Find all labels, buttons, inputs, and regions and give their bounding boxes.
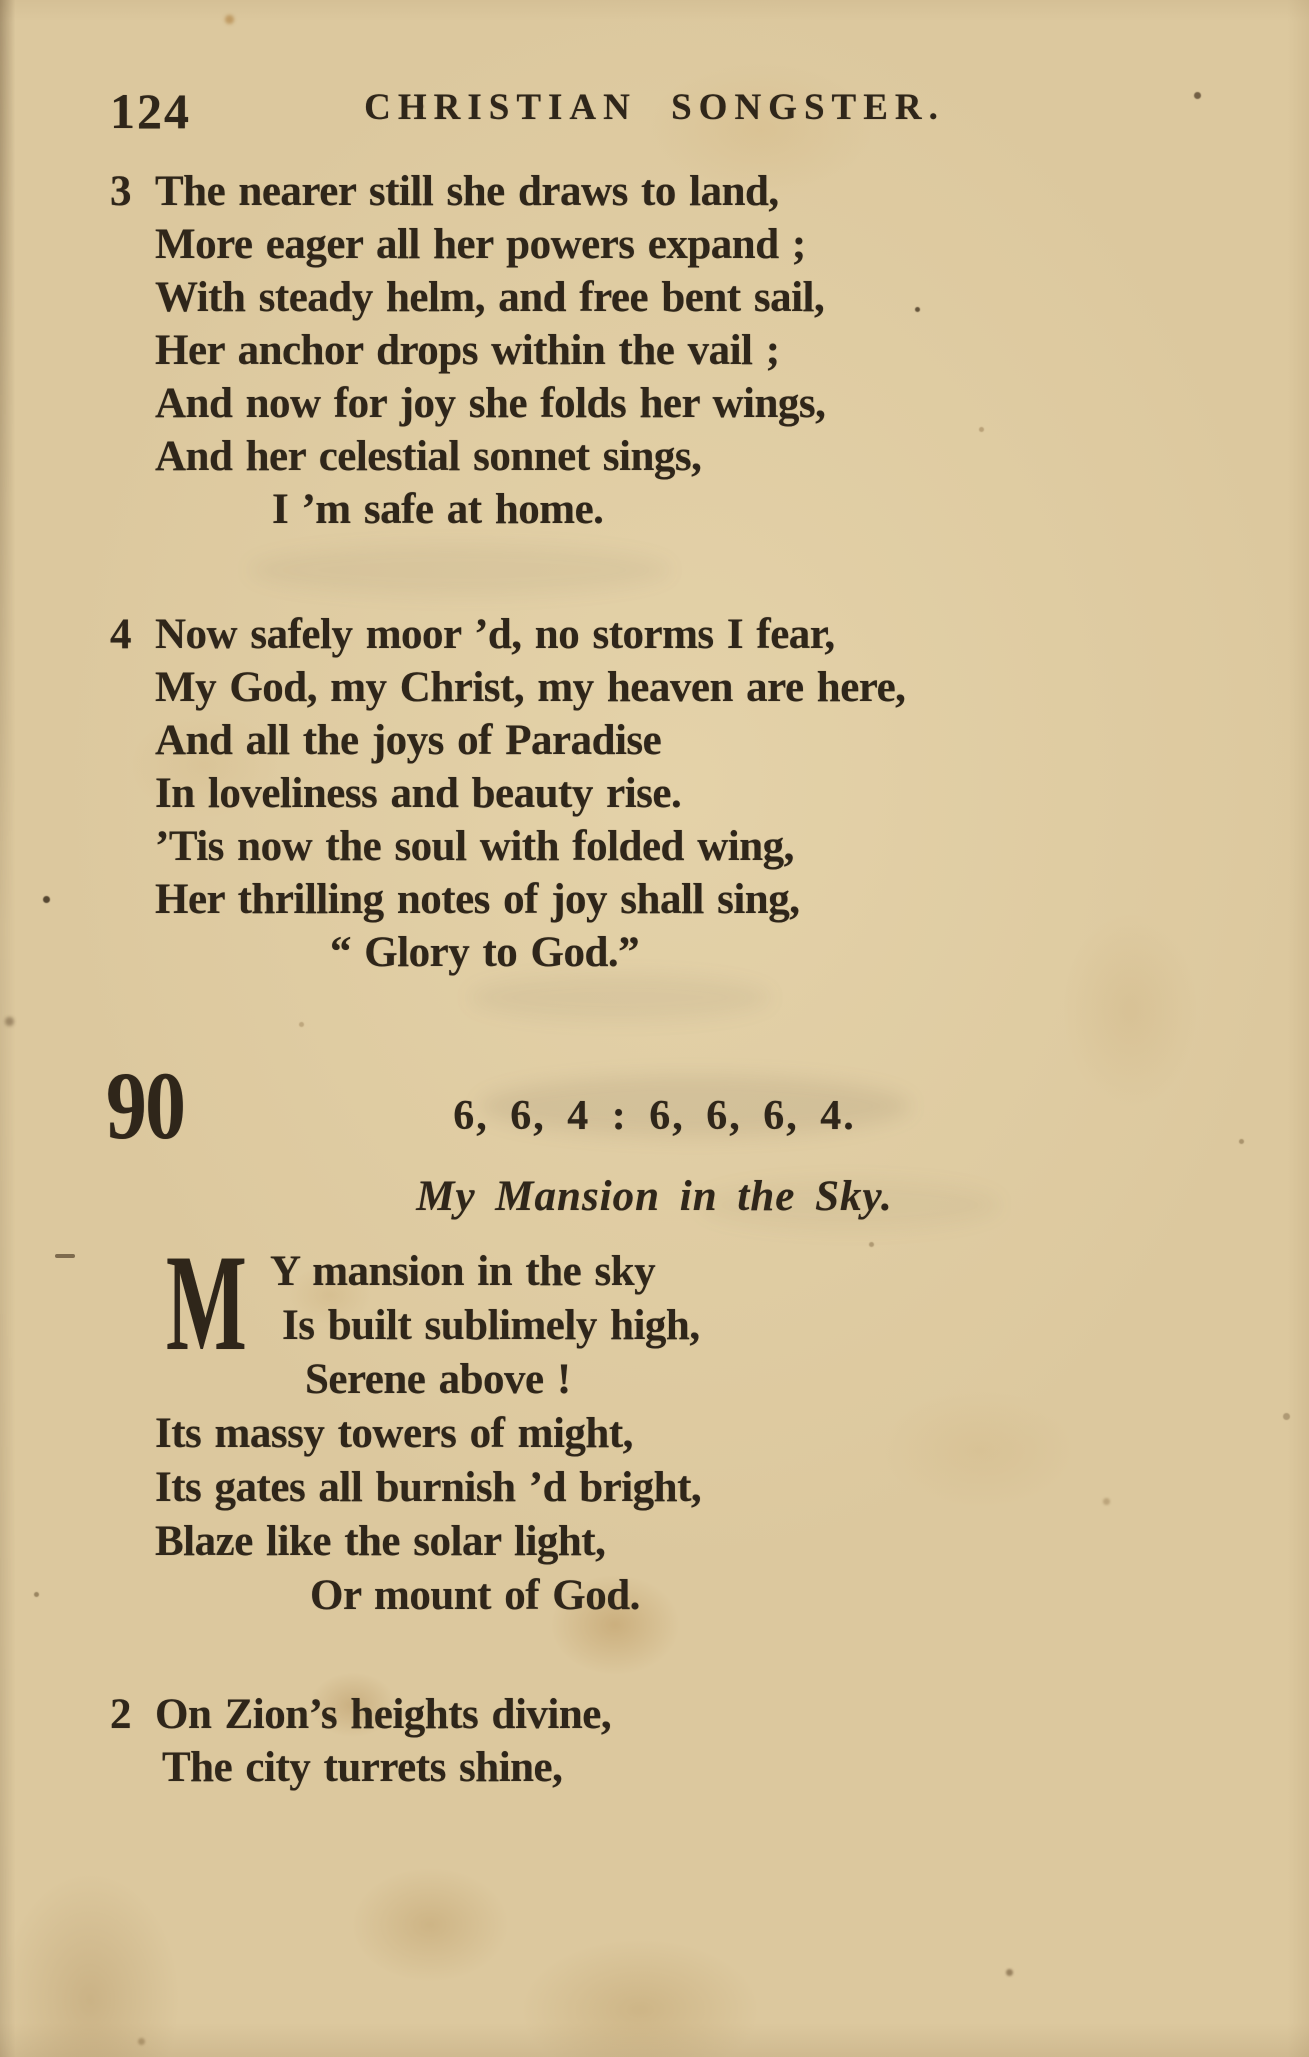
refrain-line: “ Glory to God.” [330, 929, 640, 976]
page-number: 124 [110, 83, 191, 139]
verse-line: And now for joy she folds her wings, [155, 380, 826, 427]
stanza-verse-4 [110, 608, 1160, 979]
page-left-edge-shadow [0, 0, 18, 2057]
ink-showthrough-smudge [470, 975, 770, 1020]
drop-cap-initial: M [166, 1226, 247, 1379]
verse-number: 4 [110, 611, 131, 658]
running-title: CHRISTIAN SONGSTER. [364, 87, 945, 128]
verse-line: And all the joys of Paradise [155, 717, 662, 764]
verse-line: Its gates all burnish ’d bright, [155, 1464, 702, 1511]
verse-line: The city turrets shine, [162, 1744, 563, 1791]
verse-line: Its massy towers of might, [155, 1410, 633, 1457]
verse-line: ’Tis now the soul with folded wing, [155, 823, 794, 870]
verse-number: 2 [110, 1691, 131, 1738]
verse-line: Is built sublimely high, [282, 1302, 700, 1349]
verse-number: 3 [110, 168, 131, 215]
verse-line: With steady helm, and free bent sail, [155, 274, 825, 321]
verse-line: Or mount of God. [310, 1572, 640, 1619]
margin-mark [55, 1254, 75, 1258]
verse-line: The nearer still she draws to land, [155, 168, 779, 215]
verse-line: Blaze like the solar light, [155, 1518, 606, 1565]
running-head [0, 83, 1309, 139]
verse-line: And her celestial sonnet sings, [155, 433, 702, 480]
verse-line: In loveliness and beauty rise. [155, 770, 682, 817]
stanza-verse-1 [110, 1226, 1160, 1623]
stanza-verse-3 [110, 165, 1160, 536]
verse-line: On Zion’s heights divine, [155, 1691, 612, 1738]
hymn-title: My Mansion in the Sky. [416, 1173, 893, 1220]
paper-specks [0, 0, 3, 3]
verse-line: Now safely moor ’d, no storms I fear, [155, 611, 835, 658]
verse-line: Y mansion in the sky [270, 1248, 656, 1295]
refrain-line: I ’m safe at home. [272, 486, 604, 533]
verse-line: Serene above ! [305, 1356, 571, 1403]
hymn-meter: 6, 6, 4 : 6, 6, 6, 4. [453, 1093, 856, 1139]
hymn-number: 90 [106, 1052, 185, 1159]
verse-line: Her thrilling notes of joy shall sing, [155, 876, 800, 923]
ink-showthrough-smudge [250, 545, 670, 595]
verse-line: Her anchor drops within the vail ; [155, 327, 780, 374]
stanza-verse-2 [110, 1688, 1160, 1794]
verse-line: My God, my Christ, my heaven are here, [155, 664, 906, 711]
verse-line: More eager all her powers expand ; [155, 221, 806, 268]
